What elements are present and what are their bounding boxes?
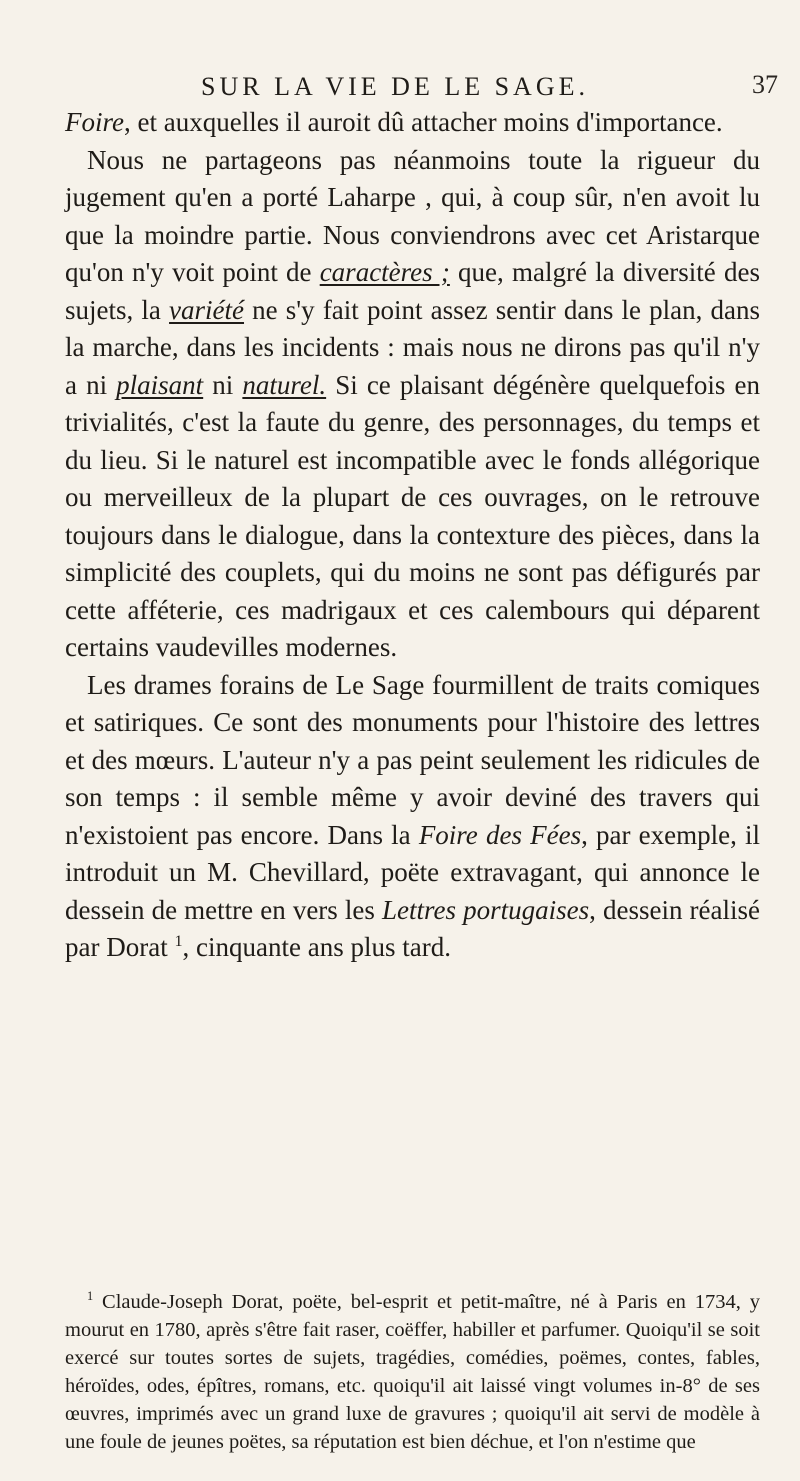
italic-caracteres: caractères ; (319, 257, 450, 287)
italic-foire-des-fees: Foire des Fées (418, 819, 582, 850)
italic-lettres-portugaises: Lettres portugaises (382, 894, 590, 925)
footnote-text: Claude-Joseph Dorat, poëte, bel-esprit et petit-maître, né à Paris en 1734, y mourut en 1780, après s'être fait raser, coëffer, habiller et parfumer. Quoiqu'il se soit exercé sur toutes sortes de sujets, tragédies, comédies, poëmes, contes, fables, héroïdes, odes, épîtres, romans, etc. quoiqu'il ait laissé vingt volumes in-8° de ses œuvres, imprimés avec un grand luxe de gravures ; quoiqu'il ait servi de modèle à une foule de jeunes poëtes, sa réputation est bien déchue, et l'on n'estime que (65, 1291, 760, 1453)
italic-plaisant: plaisant (116, 369, 204, 400)
paragraph-1 (65, 104, 760, 142)
footnote-reference: 1 (174, 932, 183, 950)
page-number: 37 (752, 70, 778, 99)
footnote (65, 1288, 760, 1456)
paragraph-3 (65, 667, 760, 967)
italic-variete: variété (169, 294, 245, 325)
italic-naturel: naturel. (242, 369, 327, 400)
paragraph-1-text: , et auxquelles il auroit dû attacher moins d'importance. (123, 107, 723, 137)
p3-text-2: , par exemple, il introduit un M. Chevillard, poëte extravagant, qui annonce le dessein de mettre en vers les (65, 819, 760, 925)
p3-text-4: , cinquante ans plus tard. (182, 932, 451, 962)
p3-text-3: , dessein réalisé par Dorat (65, 894, 760, 962)
footnote-marker: 1 (87, 1289, 94, 1304)
p3-text-1: Les drames forains de Le Sage fourmillent de traits comiques et satiriques. Ce sont des monuments pour l'histoire des lettres et des mœurs. L'auteur n'y a pas peint seulement les ridicules de son temps : il semble même y avoir deviné des travers qui n'existoient pas encore. Dans la (65, 669, 760, 850)
p2-text-4: ni (203, 369, 243, 400)
running-title: SUR LA VIE DE LE SAGE. (201, 72, 589, 101)
p2-text-3: ne s'y fait point assez sentir dans le plan, dans la marche, dans les incidents : mais nous ne dirons pas qu'il n'y a ni (65, 294, 760, 400)
p2-text-1: Nous ne partageons pas néanmoins toute la rigueur du jugement qu'en a porté Laharpe , qui, à coup sûr, n'en avoit lu que la moindre partie. Nous conviendrons avec cet Aristarque qu'on n'y voit point de (65, 144, 760, 287)
p2-text-2: que, malgré la diversité des sujets, la (65, 257, 760, 325)
p2-text-5: Si ce plaisant dégénère quelquefois en trivialités, c'est la faute du genre, des personnages, du temps et du lieu. Si le naturel est incompatible avec le fonds allégorique ou merveilleux de la plupart de ces ouvrages, on le retrouve toujours dans le dialogue, dans la contexture des pièces, dans la simplicité des couplets, qui du moins ne sont pas défigurés par cette afféterie, ces madrigaux et ces calembours qui déparent certains vaudevilles modernes. (65, 369, 760, 662)
paragraph-2 (65, 142, 760, 667)
main-text (65, 104, 760, 967)
italic-foire: Foire (65, 107, 124, 137)
